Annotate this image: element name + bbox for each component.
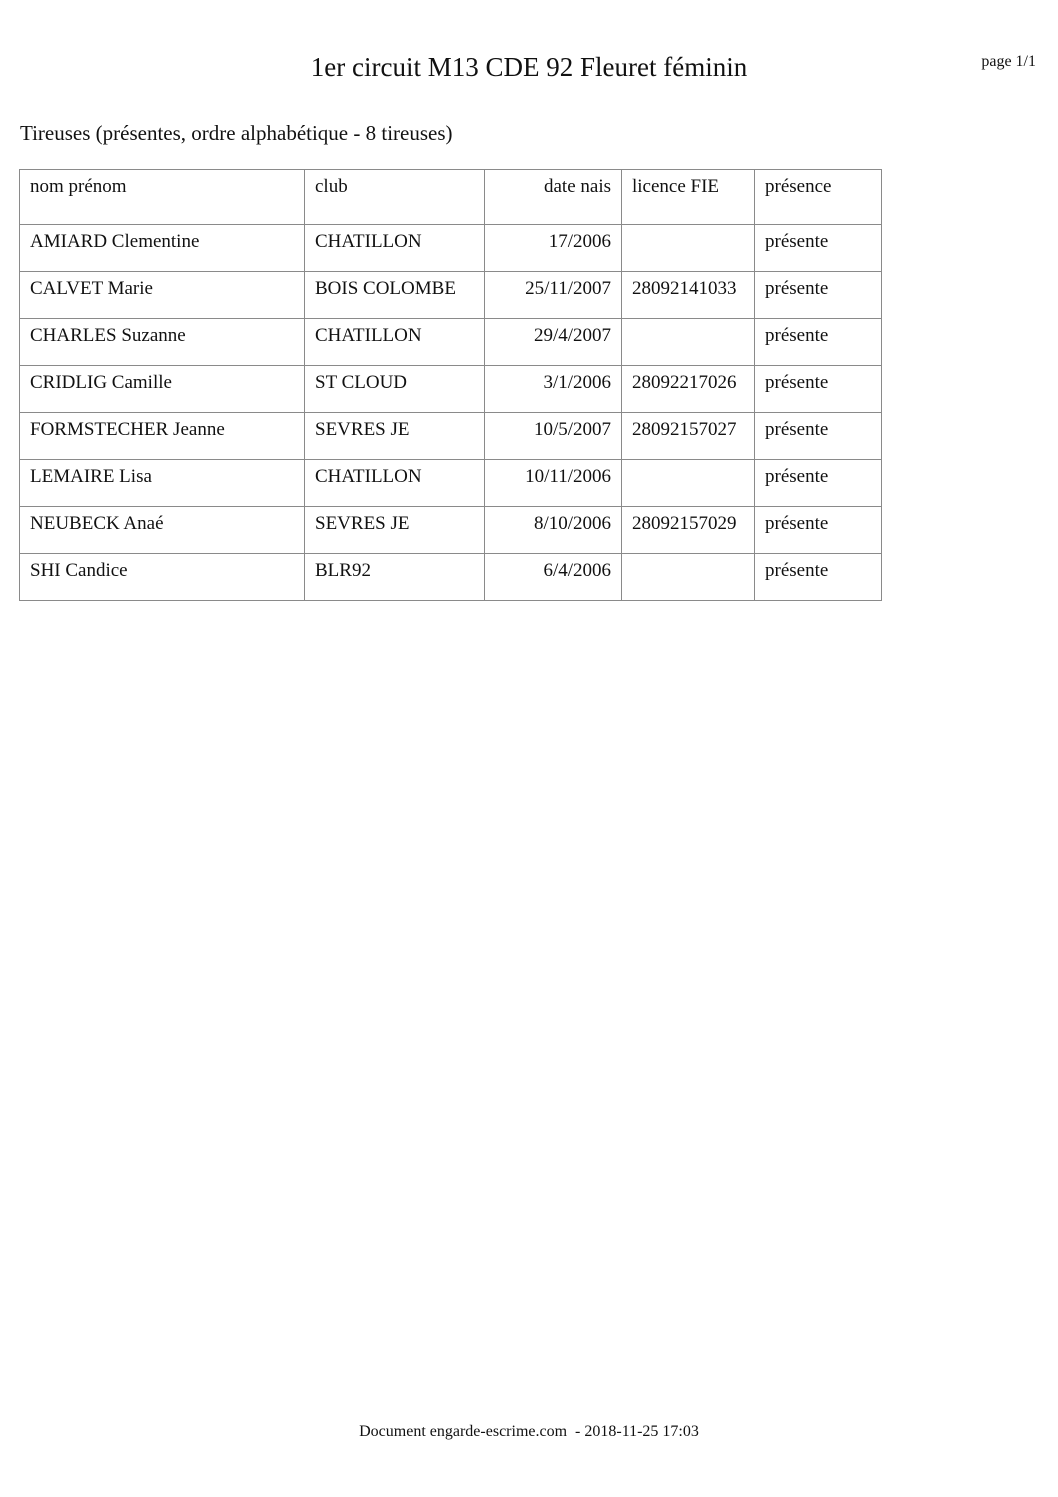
table-row xyxy=(20,413,882,460)
cell-presence: présente xyxy=(755,272,882,319)
cell-name: CALVET Marie xyxy=(20,272,305,319)
cell-birth-date: 3/1/2006 xyxy=(485,366,622,413)
table-row xyxy=(20,272,882,319)
cell-birth-date: 10/11/2006 xyxy=(485,460,622,507)
cell-club: ST CLOUD xyxy=(305,366,485,413)
cell-name: AMIARD Clementine xyxy=(20,225,305,272)
page-title: 1er circuit M13 CDE 92 Fleuret féminin xyxy=(310,52,748,82)
cell-presence: présente xyxy=(755,366,882,413)
cell-licence: 28092217026 xyxy=(622,366,755,413)
cell-club: CHATILLON xyxy=(305,460,485,507)
cell-club: BOIS COLOMBE xyxy=(305,272,485,319)
column-header-name: nom prénom xyxy=(20,170,305,225)
list-subtitle: Tireuses (présentes, ordre alphabétique - 8 tireuses) xyxy=(20,121,453,145)
column-header-birth-date: date nais xyxy=(485,170,622,225)
cell-presence: présente xyxy=(755,319,882,366)
cell-name: CRIDLIG Camille xyxy=(20,366,305,413)
table-row xyxy=(20,460,882,507)
table-row xyxy=(20,507,882,554)
cell-name: FORMSTECHER Jeanne xyxy=(20,413,305,460)
page-number: page 1/1 xyxy=(981,53,1036,70)
document-footer: Document engarde-escrime.com - 2018-11-25 17:03 xyxy=(359,1423,699,1440)
cell-club: BLR92 xyxy=(305,554,485,601)
table-row xyxy=(20,319,882,366)
cell-name: LEMAIRE Lisa xyxy=(20,460,305,507)
cell-licence xyxy=(622,319,755,366)
table-row xyxy=(20,366,882,413)
cell-licence: 28092157029 xyxy=(622,507,755,554)
cell-birth-date: 8/10/2006 xyxy=(485,507,622,554)
fencers-table xyxy=(19,169,882,601)
cell-birth-date: 10/5/2007 xyxy=(485,413,622,460)
cell-licence xyxy=(622,225,755,272)
cell-birth-date: 6/4/2006 xyxy=(485,554,622,601)
cell-club: CHATILLON xyxy=(305,319,485,366)
cell-licence: 28092157027 xyxy=(622,413,755,460)
cell-club: CHATILLON xyxy=(305,225,485,272)
cell-club: SEVRES JE xyxy=(305,413,485,460)
cell-licence xyxy=(622,460,755,507)
cell-birth-date: 25/11/2007 xyxy=(485,272,622,319)
cell-presence: présente xyxy=(755,460,882,507)
column-header-licence: licence FIE xyxy=(622,170,755,225)
table-row xyxy=(20,225,882,272)
column-header-presence: présence xyxy=(755,170,882,225)
cell-birth-date: 29/4/2007 xyxy=(485,319,622,366)
cell-presence: présente xyxy=(755,225,882,272)
cell-name: CHARLES Suzanne xyxy=(20,319,305,366)
cell-licence xyxy=(622,554,755,601)
table-row xyxy=(20,554,882,601)
cell-name: NEUBECK Anaé xyxy=(20,507,305,554)
cell-club: SEVRES JE xyxy=(305,507,485,554)
cell-presence: présente xyxy=(755,507,882,554)
column-header-club: club xyxy=(305,170,485,225)
cell-name: SHI Candice xyxy=(20,554,305,601)
cell-presence: présente xyxy=(755,413,882,460)
table-header-row xyxy=(20,170,882,225)
cell-licence: 28092141033 xyxy=(622,272,755,319)
cell-presence: présente xyxy=(755,554,882,601)
cell-birth-date: 17/2006 xyxy=(485,225,622,272)
